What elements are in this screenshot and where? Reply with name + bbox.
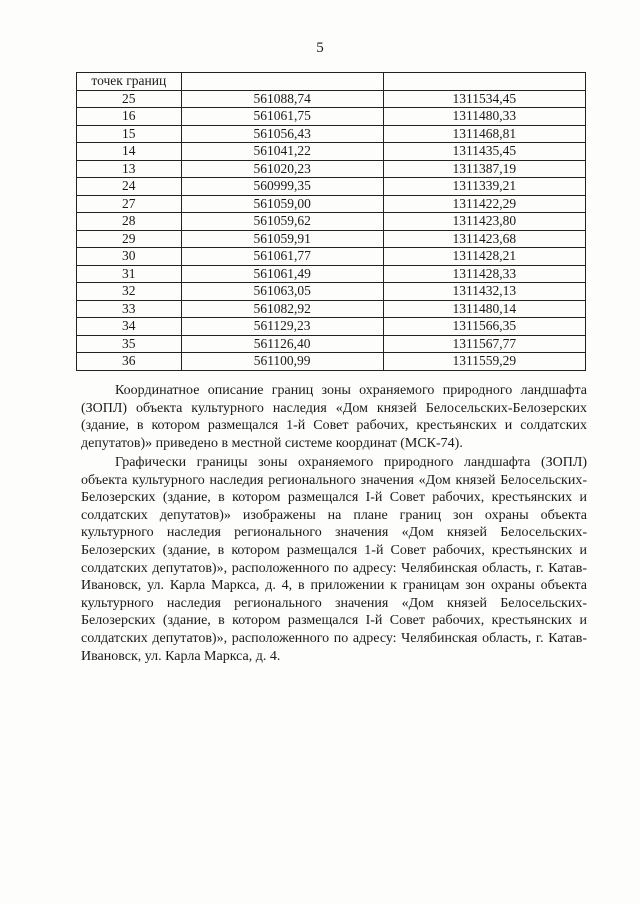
point-number-cell: 34: [77, 318, 182, 336]
table-row: [77, 248, 586, 266]
point-number-cell: 15: [77, 125, 182, 143]
header-cell-x: [181, 73, 383, 91]
point-number-cell: 31: [77, 265, 182, 283]
table-row: [77, 213, 586, 231]
point-number-cell: 32: [77, 283, 182, 301]
table-row: [77, 125, 586, 143]
table-row: [77, 195, 586, 213]
table-row: [77, 265, 586, 283]
point-number-cell: 14: [77, 143, 182, 161]
table-row: [77, 178, 586, 196]
y-coordinate-cell: 1311567,77: [383, 335, 585, 353]
x-coordinate-cell: 560999,35: [181, 178, 383, 196]
y-coordinate-cell: 1311423,68: [383, 230, 585, 248]
table-row: [77, 160, 586, 178]
x-coordinate-cell: 561059,00: [181, 195, 383, 213]
y-coordinate-cell: 1311422,29: [383, 195, 585, 213]
y-coordinate-cell: 1311566,35: [383, 318, 585, 336]
y-coordinate-cell: 1311432,13: [383, 283, 585, 301]
coordinates-table: [76, 72, 586, 371]
x-coordinate-cell: 561041,22: [181, 143, 383, 161]
table-row: [77, 318, 586, 336]
table-header-row: [77, 73, 586, 91]
y-coordinate-cell: 1311559,29: [383, 353, 585, 371]
y-coordinate-cell: 1311428,21: [383, 248, 585, 266]
table-row: [77, 143, 586, 161]
header-cell-y: [383, 73, 585, 91]
y-coordinate-cell: 1311534,45: [383, 90, 585, 108]
y-coordinate-cell: 1311480,14: [383, 300, 585, 318]
coordinates-table-body: [77, 73, 586, 371]
x-coordinate-cell: 561061,75: [181, 108, 383, 126]
x-coordinate-cell: 561061,77: [181, 248, 383, 266]
y-coordinate-cell: 1311435,45: [383, 143, 585, 161]
y-coordinate-cell: 1311468,81: [383, 125, 585, 143]
point-number-cell: 13: [77, 160, 182, 178]
y-coordinate-cell: 1311480,33: [383, 108, 585, 126]
paragraph-text-2: Графически границы зоны охраняемого природного ландшафта (ЗОПЛ) объекта культурного наследия регионального значения «Дом князей Белосельских-Белозерских (здание, в котором размещался I-й Совет рабочих, крестьянских и солдатских депутатов)» изображены на плане границ зон охраны объекта культурного наследия регионального значения «Дом князей Белосельских-Белозерских (здание, в котором размещался 1-й Совет рабочих, крестьянских и солдатских депутатов)», расположенного по адресу: Челябинская область, г. Катав-Ивановск, ул. Карла Маркса, д. 4, в приложении к границам зон охраны объекта культурного наследия регионального значения «Дом князей Белосельских-Белозерских (здание, в котором размещался I-й Совет рабочих, крестьянских и солдатских депутатов)», расположенного по адресу: Челябинская область, г. Катав-Ивановск, ул. Карла Маркса, д. 4.: [81, 455, 587, 664]
x-coordinate-cell: 561063,05: [181, 283, 383, 301]
x-coordinate-cell: 561056,43: [181, 125, 383, 143]
point-number-cell: 36: [77, 353, 182, 371]
table-row: [77, 335, 586, 353]
x-coordinate-cell: 561059,62: [181, 213, 383, 231]
x-coordinate-cell: 561129,23: [181, 318, 383, 336]
table-row: [77, 90, 586, 108]
point-number-cell: 25: [77, 90, 182, 108]
x-coordinate-cell: 561059,91: [181, 230, 383, 248]
table-row: [77, 283, 586, 301]
x-coordinate-cell: 561100,99: [181, 353, 383, 371]
point-number-cell: 24: [77, 178, 182, 196]
x-coordinate-cell: 561126,40: [181, 335, 383, 353]
x-coordinate-cell: 561082,92: [181, 300, 383, 318]
point-number-cell: 35: [77, 335, 182, 353]
table-row: [77, 353, 586, 371]
header-cell-point: точек границ: [77, 73, 182, 91]
table-row: [77, 300, 586, 318]
table-row: [77, 230, 586, 248]
point-number-cell: 27: [77, 195, 182, 213]
x-coordinate-cell: 561061,49: [181, 265, 383, 283]
point-number-cell: 28: [77, 213, 182, 231]
x-coordinate-cell: 561020,23: [181, 160, 383, 178]
y-coordinate-cell: 1311423,80: [383, 213, 585, 231]
y-coordinate-cell: 1311339,21: [383, 178, 585, 196]
y-coordinate-cell: 1311387,19: [383, 160, 585, 178]
page-number: 5: [316, 40, 324, 56]
y-coordinate-cell: 1311428,33: [383, 265, 585, 283]
point-number-cell: 29: [77, 230, 182, 248]
point-number-cell: 30: [77, 248, 182, 266]
table-row: [77, 108, 586, 126]
paragraph-text-1: Координатное описание границ зоны охраняемого природного ландшафта (ЗОПЛ) объекта культурного наследия «Дом князей Белосельских-Белозерских (здание, в котором размещался 1-й Совет рабочих, крестьянских и солдатских депутатов)» приведено в местной системе координат (МСК-74).: [81, 383, 587, 451]
x-coordinate-cell: 561088,74: [181, 90, 383, 108]
graphic-boundaries-paragraph: [81, 454, 587, 665]
point-number-cell: 33: [77, 300, 182, 318]
point-number-cell: 16: [77, 108, 182, 126]
coordinate-description-paragraph: [81, 382, 587, 452]
